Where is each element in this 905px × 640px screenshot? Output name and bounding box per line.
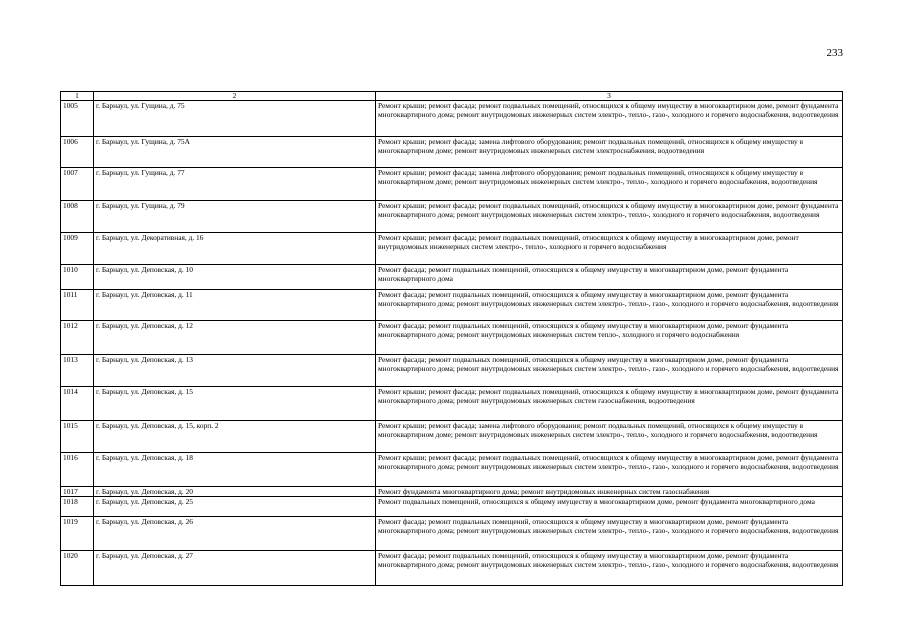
row-works: Ремонт крыши; ремонт фасада; замена лифтового оборудования; ремонт подвальных помещений, относящихся к общему имуществу в многоквартирном доме; ремонт внутридомовых инженерных систем электро-, тепло-, холодного и горячего водоснабжения, водоотведения [376,421,843,453]
row-address: г. Барнаул, ул. Деповская, д. 15, корп. 2 [94,421,376,453]
table-row [61,233,843,265]
row-address: г. Барнаул, ул. Деповская, д. 15 [94,387,376,421]
row-number: 1018 [61,497,94,517]
table-row [61,453,843,487]
row-address: г. Барнаул, ул. Гущина, д. 75 [94,101,376,137]
row-works: Ремонт крыши; ремонт фасада; ремонт подвальных помещений, относящихся к общему имуществу в многоквартирном доме, ремонт фундамента многоквартирного дома; ремонт внутридомовых инженерных систем электро-, тепло-, газо-, холодного и горячего водоснабжения, водоотведения [376,101,843,137]
row-works: Ремонт фасада; ремонт подвальных помещений, относящихся к общему имуществу в многоквартирном доме, ремонт фундамента многоквартирного дома; ремонт внутридомовых инженерных систем электро-, тепло-, газо-, холодного и горячего водоснабжения, водоотведения [376,355,843,387]
table-row [61,201,843,233]
row-address: г. Барнаул, ул. Деповская, д. 25 [94,497,376,517]
table-row [61,321,843,355]
table-row [61,551,843,586]
header-col-3: 3 [376,92,843,101]
row-number: 1006 [61,137,94,168]
row-address: г. Барнаул, ул. Деповская, д. 27 [94,551,376,586]
table-row [61,137,843,168]
row-number: 1016 [61,453,94,487]
row-number: 1012 [61,321,94,355]
row-works: Ремонт фасада; ремонт подвальных помещений, относящихся к общему имуществу в многоквартирном доме, ремонт фундамента многоквартирного дома; ремонт внутридомовых инженерных систем электро-, тепло-, газо-, холодного и горячего водоснабжения, водоотведения [376,290,843,321]
row-number: 1010 [61,265,94,290]
table-row [61,290,843,321]
row-works: Ремонт подвальных помещений, относящихся к общему имуществу в многоквартирном доме, ремонт фундамента многоквартирного дома [376,497,843,517]
row-works: Ремонт фасада; ремонт подвальных помещений, относящихся к общему имуществу в многоквартирном доме, ремонт фундамента многоквартирного дома [376,265,843,290]
row-address: г. Барнаул, ул. Деповская, д. 10 [94,265,376,290]
table-row [61,387,843,421]
row-number: 1005 [61,101,94,137]
row-number: 1011 [61,290,94,321]
table-row [61,355,843,387]
row-works: Ремонт фасада; ремонт подвальных помещений, относящихся к общему имуществу в многоквартирном доме, ремонт фундамента многоквартирного дома; ремонт внутридомовых инженерных систем электро-, тепло-, газо-, холодного и горячего водоснабжения, водоотведения [376,551,843,586]
row-number: 1007 [61,168,94,201]
row-address: г. Барнаул, ул. Гущина, д. 77 [94,168,376,201]
row-number: 1009 [61,233,94,265]
table-row [61,497,843,517]
table-row [61,517,843,551]
row-number: 1013 [61,355,94,387]
row-address: г. Барнаул, ул. Гущина, д. 79 [94,201,376,233]
row-number: 1020 [61,551,94,586]
row-works: Ремонт крыши; ремонт фасада; ремонт подвальных помещений, относящихся к общему имуществу в многоквартирном доме, ремонт фундамента многоквартирного дома; ремонт внутридомовых инженерных систем электро-, тепло-, холодного и горячего водоснабжения, водоотведения [376,201,843,233]
table-row [61,168,843,201]
row-works: Ремонт крыши; ремонт фасада; замена лифтового оборудования; ремонт подвальных помещений, относящихся к общему имуществу в многоквартирном доме; ремонт внутридомовых инженерных систем электроснабжения, водоотведения [376,137,843,168]
table-header-row [61,92,843,101]
row-address: г. Барнаул, ул. Деповская, д. 20 [94,487,376,497]
row-address: г. Барнаул, ул. Гущина, д. 75А [94,137,376,168]
row-number: 1008 [61,201,94,233]
row-number: 1015 [61,421,94,453]
row-address: г. Барнаул, ул. Деповская, д. 26 [94,517,376,551]
table-row [61,487,843,497]
table-row [61,421,843,453]
header-col-1: 1 [61,92,94,101]
row-works: Ремонт крыши; ремонт фасада; ремонт подвальных помещений, относящихся к общему имуществу в многоквартирном доме, ремонт фундамента многоквартирного дома; ремонт внутридомовых инженерных систем электро-, тепло-, газо-, холодного и горячего водоснабжения, водоотведения [376,453,843,487]
row-works: Ремонт фасада; ремонт подвальных помещений, относящихся к общему имуществу в многоквартирном доме, ремонт фундамента многоквартирного дома; ремонт внутридомовых инженерных систем электро-, тепло-, газо-, холодного и горячего водоснабжения, водоотведения [376,517,843,551]
row-works: Ремонт крыши; ремонт фасада; замена лифтового оборудования; ремонт подвальных помещений, относящихся к общему имуществу в многоквартирном доме; ремонт внутридомовых инженерных систем электро-, тепло-, холодного и горячего водоснабжения, водоотведения [376,168,843,201]
row-address: г. Барнаул, ул. Деповская, д. 11 [94,290,376,321]
table-row [61,101,843,137]
row-number: 1019 [61,517,94,551]
row-address: г. Барнаул, ул. Деповская, д. 18 [94,453,376,487]
row-address: г. Барнаул, ул. Деповская, д. 12 [94,321,376,355]
header-col-2: 2 [94,92,376,101]
repair-table [60,91,843,586]
page-number: 233 [826,47,843,59]
row-address: г. Барнаул, ул. Деповская, д. 13 [94,355,376,387]
row-works: Ремонт фундамента многоквартирного дома; ремонт внутридомовых инженерных систем газоснабжения [376,487,843,497]
row-address: г. Барнаул, ул. Декоративная, д. 16 [94,233,376,265]
row-works: Ремонт фасада; ремонт подвальных помещений, относящихся к общему имуществу в многоквартирном доме, ремонт фундамента многоквартирного дома; ремонт внутридомовых инженерных систем тепло-, холодного и горячего водоснабжения [376,321,843,355]
row-works: Ремонт крыши; ремонт фасада; ремонт подвальных помещений, относящихся к общему имуществу в многоквартирном доме, ремонт внутридомовых инженерных систем электро-, тепло-, холодного и горячего водоснабжения [376,233,843,265]
row-number: 1014 [61,387,94,421]
row-works: Ремонт крыши; ремонт фасада; ремонт подвальных помещений, относящихся к общему имуществу в многоквартирном доме, ремонт фундамента многоквартирного дома; ремонт внутридомовых инженерных систем газоснабжения, водоотведения [376,387,843,421]
row-number: 1017 [61,487,94,497]
table-row [61,265,843,290]
